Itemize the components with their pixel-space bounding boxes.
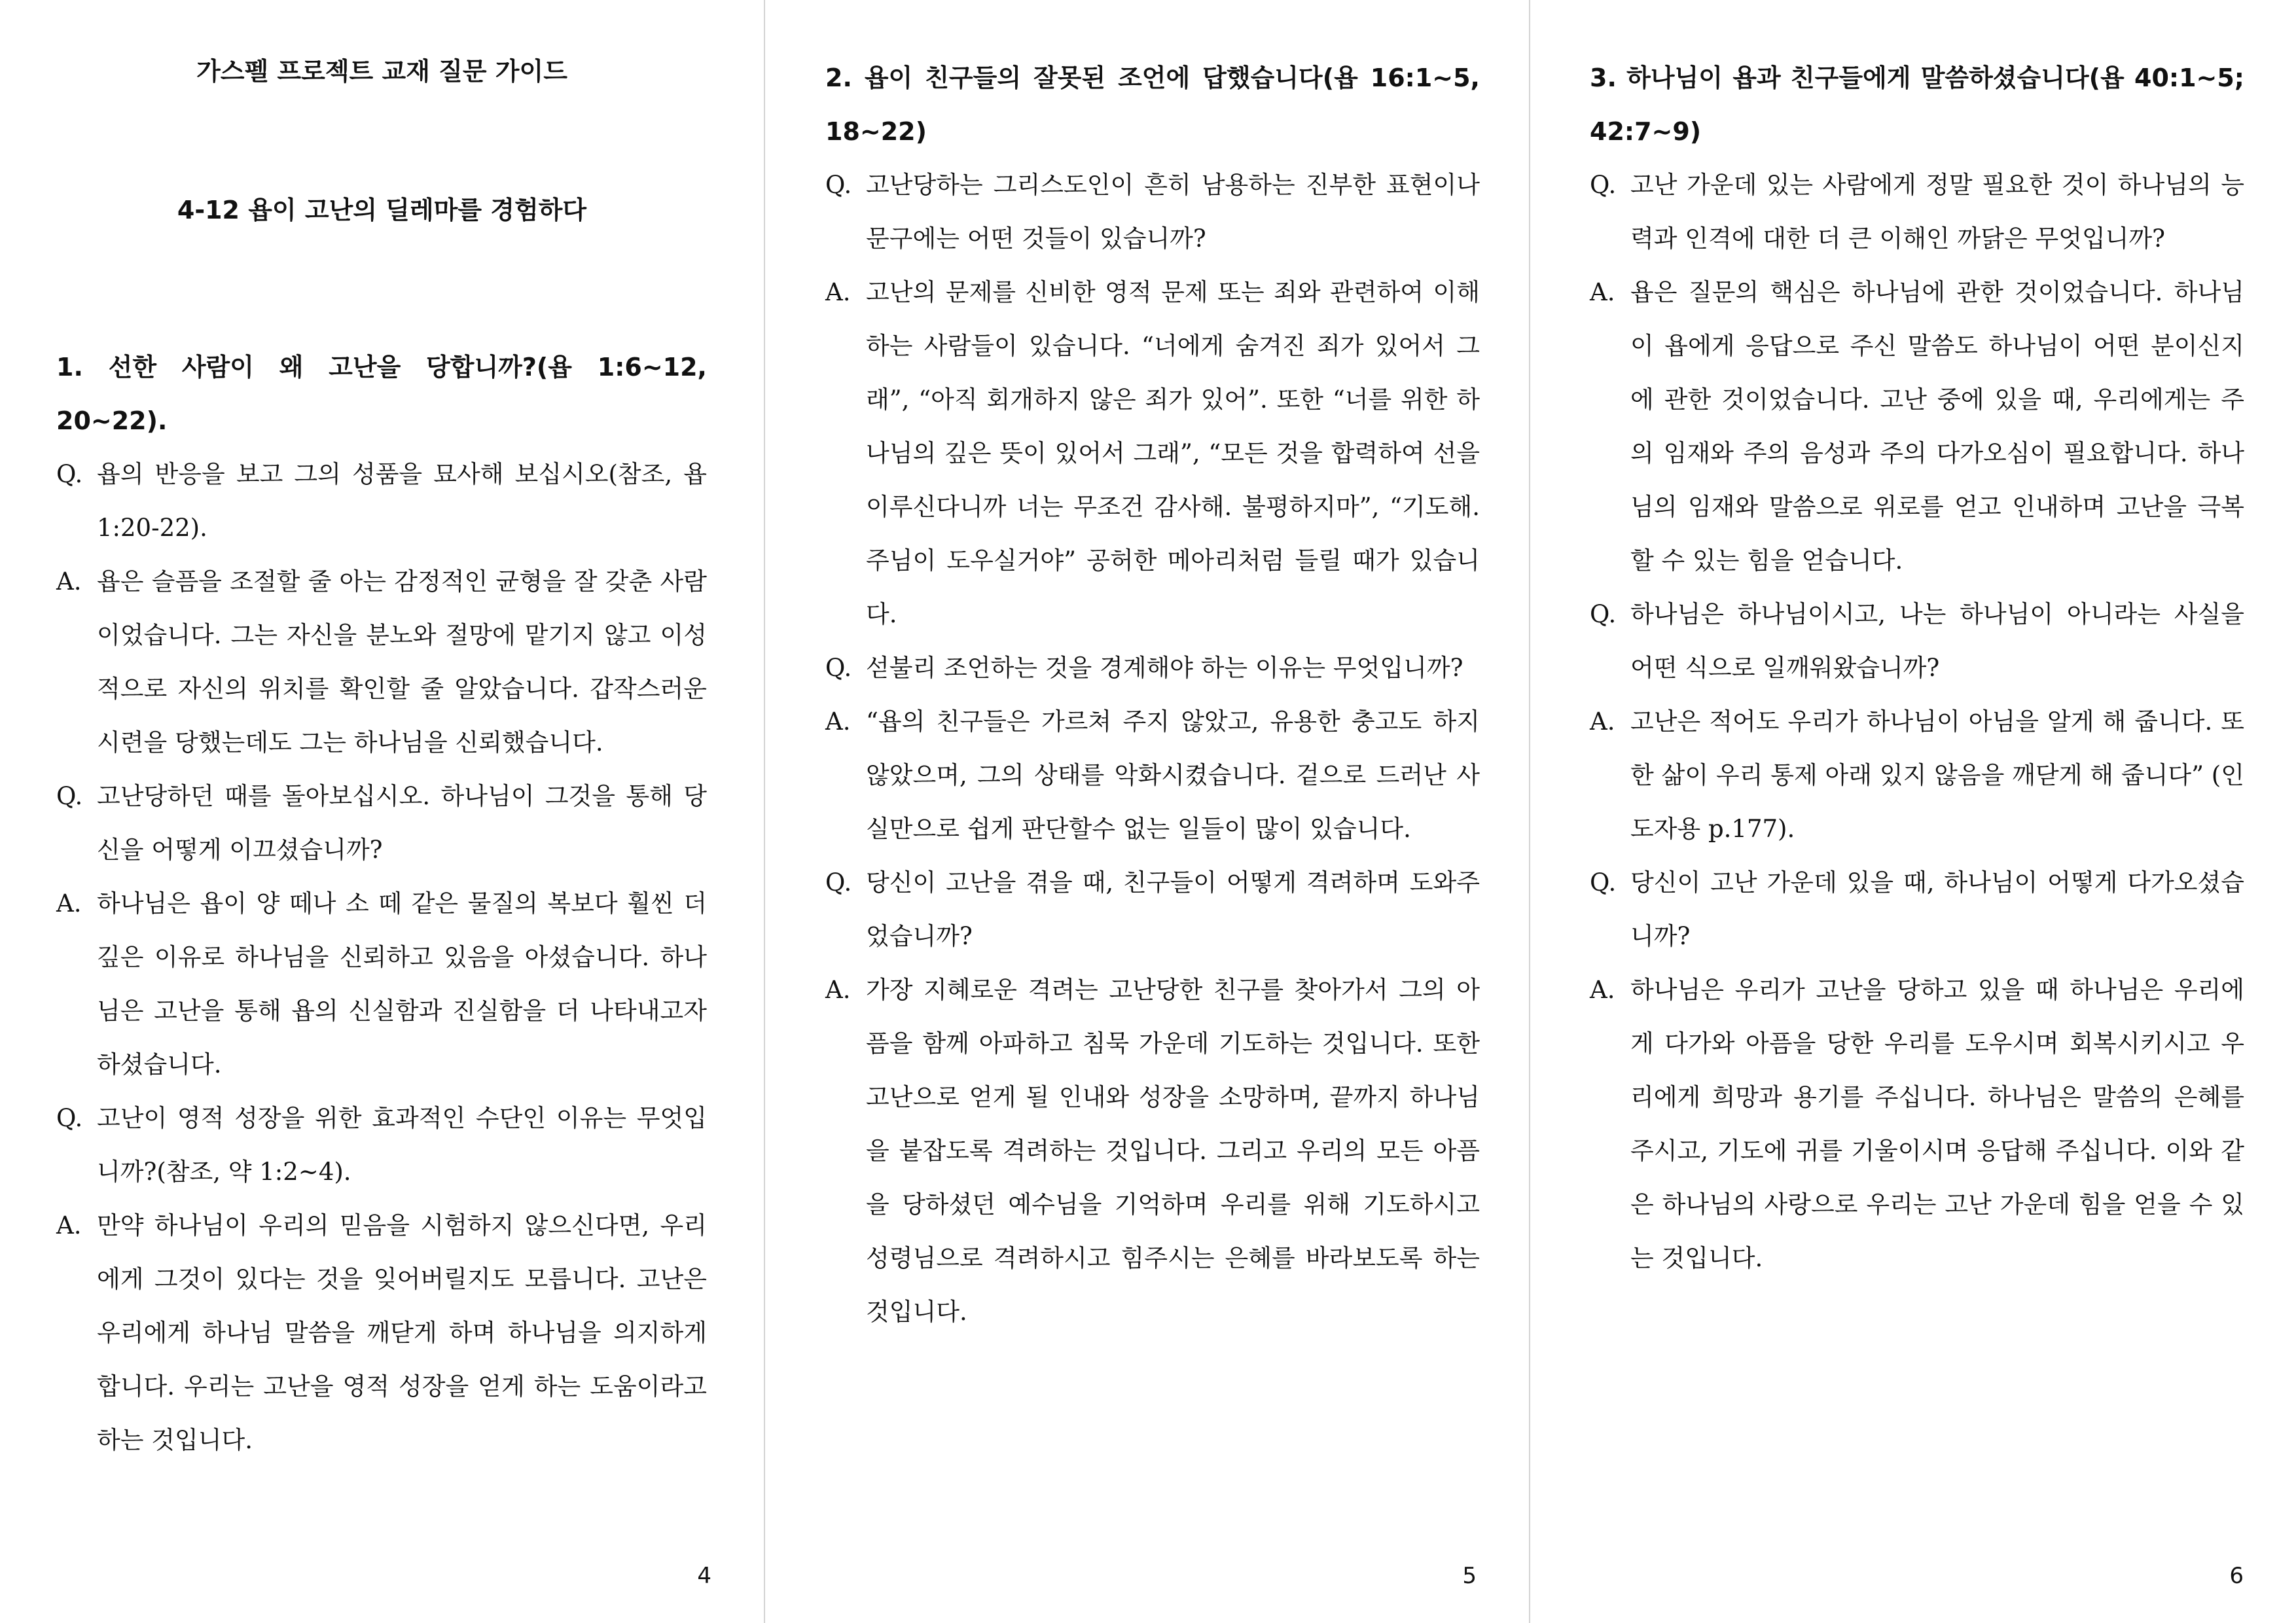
qa-mark: Q. [1590,868,1617,897]
qa-text: 고난의 문제를 신비한 영적 문제 또는 죄와 관련하여 이해하는 사람들이 있습니다. “너에게 숨겨진 죄가 있어서 그래”, “아직 회개하지 않은 죄가 있어”. 또한 “너를 위한 하나님의 깊은 뜻이 있어서 그래”, “모든 것을 합력하여 선을 이루신다니까 너는 무조건 감사해. 불평하지마”, “기도해. 주님이 도우실거야” 공허한 메아리처럼 들릴 때가 있습니다. [866,278,1480,628]
qa-text: 하나님은 욥이 양 떼나 소 떼 같은 물질의 복보다 훨씬 더 깊은 이유로 하나님을 신뢰하고 있음을 아셨습니다. 하나님은 고난을 통해 욥의 신실함과 진실함을 더 나타내고자 하셨습니다. [97,889,707,1079]
qa-item [1590,588,2244,695]
qa-item [56,448,707,555]
qa-text: 욥은 질문의 핵심은 하나님에 관한 것이었습니다. 하나님이 욥에게 응답으로 주신 말씀도 하나님이 어떤 분이신지에 관한 것이었습니다. 고난 중에 있을 때, 우리에게는 주의 임재와 주의 음성과 주의 다가오심이 필요합니다. 하나님의 임재와 말씀으로 위로를 얻고 인내하며 고난을 극복할 수 있는 힘을 얻습니다. [1630,278,2244,575]
qa-mark: Q. [825,868,852,897]
qa-text: 고난 가운데 있는 사람에게 정말 필요한 것이 하나님의 능력과 인격에 대한 더 큰 이해인 까닭은 무엇입니까? [1630,171,2244,253]
qa-item [56,1092,707,1199]
page-content [56,340,707,1467]
qa-mark: A. [56,1211,82,1240]
qa-item [1590,266,2244,588]
qa-mark: Q. [1590,171,1617,199]
qa-item [825,963,1480,1339]
qa-mark: Q. [1590,600,1617,628]
page-number: 5 [1462,1563,1477,1589]
qa-mark: A. [56,567,82,596]
qa-text: 고난이 영적 성장을 위한 효과적인 수단인 이유는 무엇입니까?(참조, 약 1:2~4). [97,1104,707,1186]
qa-mark: A. [56,889,82,918]
document-page-4 [0,0,765,1623]
page-number: 4 [697,1563,711,1589]
section-title: 1. 선한 사람이 왜 고난을 당합니까?(욥 1:6~12, 20~22). [56,353,707,435]
qa-text: 고난은 적어도 우리가 하나님이 아님을 알게 해 줍니다. 또한 삶이 우리 통제 아래 있지 않음을 깨닫게 해 줍니다” (인도자용 p.177). [1630,707,2244,843]
qa-item [1590,158,2244,266]
qa-text: 고난당하는 그리스도인이 흔히 남용하는 진부한 표현이나 문구에는 어떤 것들이 있습니까? [866,171,1480,253]
qa-text: 하나님은 우리가 고난을 당하고 있을 때 하나님은 우리에게 다가와 아픔을 당한 우리를 도우시며 회복시키시고 우리에게 희망과 용기를 주십니다. 하나님은 말씀의 은혜를 주시고, 기도에 귀를 기울이시며 응답해 주십니다. 이와 같은 하나님의 사랑으로 우리는 고난 가운데 힘을 얻을 수 있는 것입니다. [1630,976,2244,1272]
qa-item [56,770,707,877]
qa-text: 하나님은 하나님이시고, 나는 하나님이 아니라는 사실을 어떤 식으로 일깨워왔습니까? [1630,600,2244,682]
qa-item [56,877,707,1092]
qa-mark: A. [1590,976,1615,1004]
section-title: 3. 하나님이 욥과 친구들에게 말씀하셨습니다(욥 40:1~5; 42:7~9) [1590,63,2244,146]
qa-mark: A. [825,976,851,1004]
qa-mark: A. [825,278,851,306]
qa-mark: Q. [825,171,852,199]
qa-item [1590,963,2244,1285]
qa-item [825,158,1480,266]
qa-text: “욥의 친구들은 가르쳐 주지 않았고, 유용한 충고도 하지 않았으며, 그의 상태를 악화시켰습니다. 겉으로 드러난 사실만으로 쉽게 판단할수 없는 일들이 많이 있습니다. [866,707,1480,843]
qa-mark: Q. [56,460,83,488]
qa-item [825,695,1480,856]
document-page-5 [765,0,1530,1623]
qa-item [1590,856,2244,963]
page-content [1590,51,2244,1285]
document-page-6 [1531,0,2296,1623]
qa-text: 만약 하나님이 우리의 믿음을 시험하지 않으신다면, 우리에게 그것이 있다는 것을 잊어버릴지도 모릅니다. 고난은 우리에게 하나님 말씀을 깨닫게 하며 하나님을 의지하게 합니다. 우리는 고난을 영적 성장을 얻게 하는 도움이라고 하는 것입니다. [97,1211,707,1454]
qa-item [56,1199,707,1467]
qa-text: 당신이 고난을 겪을 때, 친구들이 어떻게 격려하며 도와주었습니까? [866,868,1480,950]
qa-mark: A. [1590,707,1615,736]
qa-mark: Q. [56,782,83,810]
qa-mark: Q. [56,1104,83,1132]
qa-item [1590,695,2244,856]
qa-mark: A. [825,707,851,736]
qa-text: 섣불리 조언하는 것을 경계해야 하는 이유는 무엇입니까? [866,654,1463,682]
document-header-title: 가스펠 프로젝트 교재 질문 가이드 [196,57,567,86]
qa-text: 욥의 반응을 보고 그의 성품을 묘사해 보십시오(참조, 욥 1:20-22). [97,460,707,542]
section-title: 2. 욥이 친구들의 잘못된 조언에 답했습니다(욥 16:1~5, 18~22) [825,63,1480,146]
qa-item [56,555,707,770]
qa-mark: A. [1590,278,1615,306]
qa-item [825,856,1480,963]
page-number: 6 [2229,1563,2244,1589]
qa-item [825,641,1480,695]
qa-mark: Q. [825,654,852,682]
qa-item [825,266,1480,641]
lesson-title: 4-12 욥이 고난의 딜레마를 경험하다 [177,196,587,224]
qa-text: 가장 지혜로운 격려는 고난당한 친구를 찾아가서 그의 아픔을 함께 아파하고 침묵 가운데 기도하는 것입니다. 또한 고난으로 얻게 될 인내와 성장을 소망하며, 끝까지 하나님을 붙잡도록 격려하는 것입니다. 그리고 우리의 모든 아픔을 당하셨던 예수님을 기억하며 우리를 위해 기도하시고 성령님으로 격려하시고 힘주시는 은혜를 바라보도록 하는 것입니다. [866,976,1480,1326]
qa-text: 고난당하던 때를 돌아보십시오. 하나님이 그것을 통해 당신을 어떻게 이끄셨습니까? [97,782,707,864]
qa-text: 욥은 슬픔을 조절할 줄 아는 감정적인 균형을 잘 갖춘 사람이었습니다. 그는 자신을 분노와 절망에 맡기지 않고 이성적으로 자신의 위치를 확인할 줄 알았습니다. 갑작스러운 시련을 당했는데도 그는 하나님을 신뢰했습니다. [97,567,707,757]
page-content [825,51,1480,1339]
qa-text: 당신이 고난 가운데 있을 때, 하나님이 어떻게 다가오셨습니까? [1630,868,2244,950]
